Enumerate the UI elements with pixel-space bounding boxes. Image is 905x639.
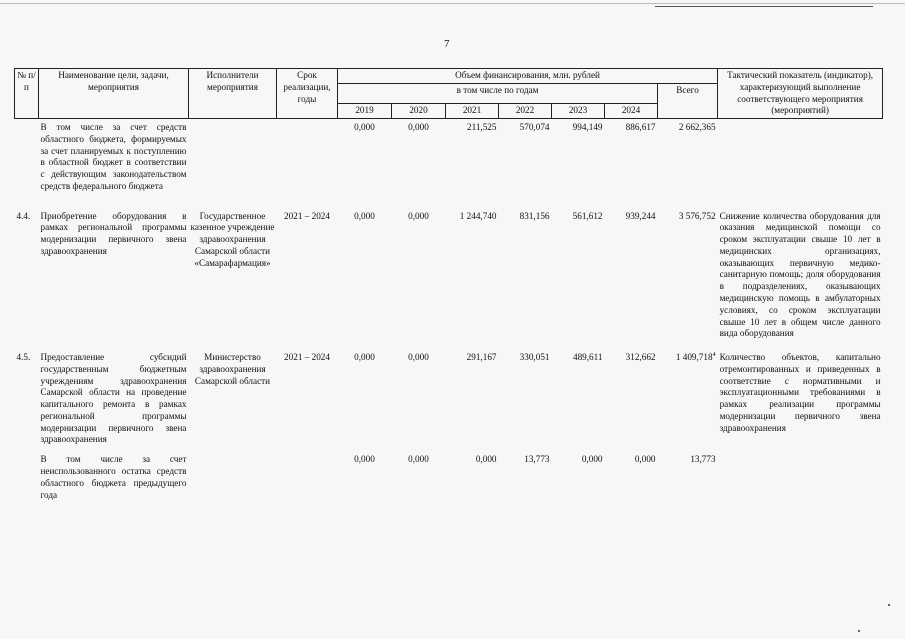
row-total: 3 576,752 — [678, 210, 716, 221]
row-total: 13,773 — [690, 454, 716, 465]
header-funding: Объем финансирования, млн. рублей — [338, 69, 718, 84]
row-executors — [189, 122, 277, 193]
row-value: 330,051 — [519, 352, 550, 363]
row-value: 0,000 — [354, 122, 375, 133]
header-by-years: в том числе по годам — [338, 83, 658, 104]
row-total: 2 662,365 — [678, 122, 716, 133]
row-value: 0,000 — [634, 454, 656, 465]
row-value: 0,000 — [475, 454, 497, 465]
row-num — [15, 122, 39, 193]
header-year: 2024 — [605, 104, 658, 119]
row-value: 994,149 — [572, 122, 603, 133]
row-value: 831,156 — [519, 210, 550, 221]
row-total — [658, 352, 718, 446]
row-num: 4.4. — [16, 210, 31, 221]
row-num: 4.5. — [16, 352, 31, 363]
header-year: 2019 — [338, 104, 392, 119]
header-year: 2022 — [499, 104, 552, 119]
row-value: 13,773 — [524, 454, 550, 465]
row-value: 0,000 — [354, 210, 375, 221]
row-value: 0,000 — [408, 454, 429, 465]
row-term: 2021 – 2024 — [284, 352, 330, 363]
row-executors: Государственное казенное учреждение здравоохранения Самарской области «Самарафармация» — [190, 210, 275, 268]
row-name: В том числе за счет средств областного бюджета, формируемых за счет планируемых к поступлению в областной бюджет в соответствии с действующим законодательством средств федерального бюджета — [40, 122, 187, 191]
row-value: 489,611 — [572, 352, 603, 363]
header-num: № п/п — [15, 69, 39, 119]
table-row — [15, 352, 883, 446]
page-number: 7 — [444, 38, 450, 50]
row-total-value: 1 409,718 — [675, 352, 713, 363]
scan-speck — [858, 630, 860, 632]
row-indicator — [718, 454, 883, 501]
row-indicator: Снижение количества оборудования для оказания медицинской помощи со сроком эксплуатации свыше 10 лет в медицинских организациях, оказывающих первичную медико-санитарную помощь; доля оборудования в подразделениях, оказывающих медицинскую помощь в амбулаторных условиях, со сроком эксплуатации свыше 10 лет в общем числе данного вида оборудования — [719, 210, 881, 339]
row-term — [277, 122, 338, 193]
row-name: Приобретение оборудования в рамках региональной программы модернизации первичного звена здравоохранения — [40, 210, 187, 256]
header-term: Срок реализации, годы — [277, 69, 338, 119]
table-row — [15, 454, 883, 501]
row-executors — [189, 454, 277, 501]
row-term: 2021 – 2024 — [284, 210, 330, 221]
header-rule — [655, 6, 873, 7]
row-executors: Министерство здравоохранения Самарской области — [194, 352, 271, 386]
row-value: 0,000 — [354, 352, 375, 363]
row-term — [277, 454, 338, 501]
row-value: 291,167 — [466, 352, 497, 363]
row-value: 0,000 — [581, 454, 603, 465]
row-indicator — [718, 122, 883, 193]
row-value: 561,612 — [572, 210, 603, 221]
row-value: 0,000 — [408, 210, 429, 221]
header-indicator: Тактический показатель (индикатор), характеризующий выполнение соответствующего мероприятия (мероприятий) — [718, 69, 883, 119]
row-name: Предоставление субсидий государственным бюджетным учреждениям здравоохранения Самарской области на проведение капитального ремонта в рамках региональной программы модернизации первичного звена здравоохранения — [40, 352, 187, 445]
row-value: 1 244,740 — [459, 210, 497, 221]
row-value: 312,662 — [625, 352, 656, 363]
header-year: 2021 — [446, 104, 499, 119]
row-value: 886,617 — [625, 122, 656, 133]
header-executors: Исполнители мероприятия — [189, 69, 277, 119]
row-name: В том числе за счет неиспользованного остатка средств областного бюджета предыдущего года — [40, 454, 187, 500]
row-value: 0,000 — [354, 454, 375, 465]
row-num — [15, 454, 39, 501]
row-value: 211,525 — [466, 122, 497, 133]
table-row — [15, 211, 883, 340]
header-year: 2020 — [392, 104, 446, 119]
row-indicator: Количество объектов, капитально отремонтированных и приведенных в соответствие с нормативными и эксплуатационными требованиями в рамках реализации программы модернизации первичного звена здравоохранения — [719, 352, 881, 433]
row-value: 939,244 — [625, 210, 656, 221]
row-value: 0,000 — [408, 122, 429, 133]
row-value: 0,000 — [408, 352, 429, 363]
row-value: 570,074 — [519, 122, 550, 133]
header-name: Наименование цели, задачи, мероприятия — [39, 69, 189, 119]
footnote-mark: 4 — [712, 352, 716, 359]
scan-edge-line — [0, 3, 905, 4]
header-year: 2023 — [552, 104, 605, 119]
funding-table — [14, 68, 883, 501]
scan-speck — [888, 604, 890, 606]
header-total: Всего — [658, 83, 718, 118]
table-row — [15, 122, 883, 193]
